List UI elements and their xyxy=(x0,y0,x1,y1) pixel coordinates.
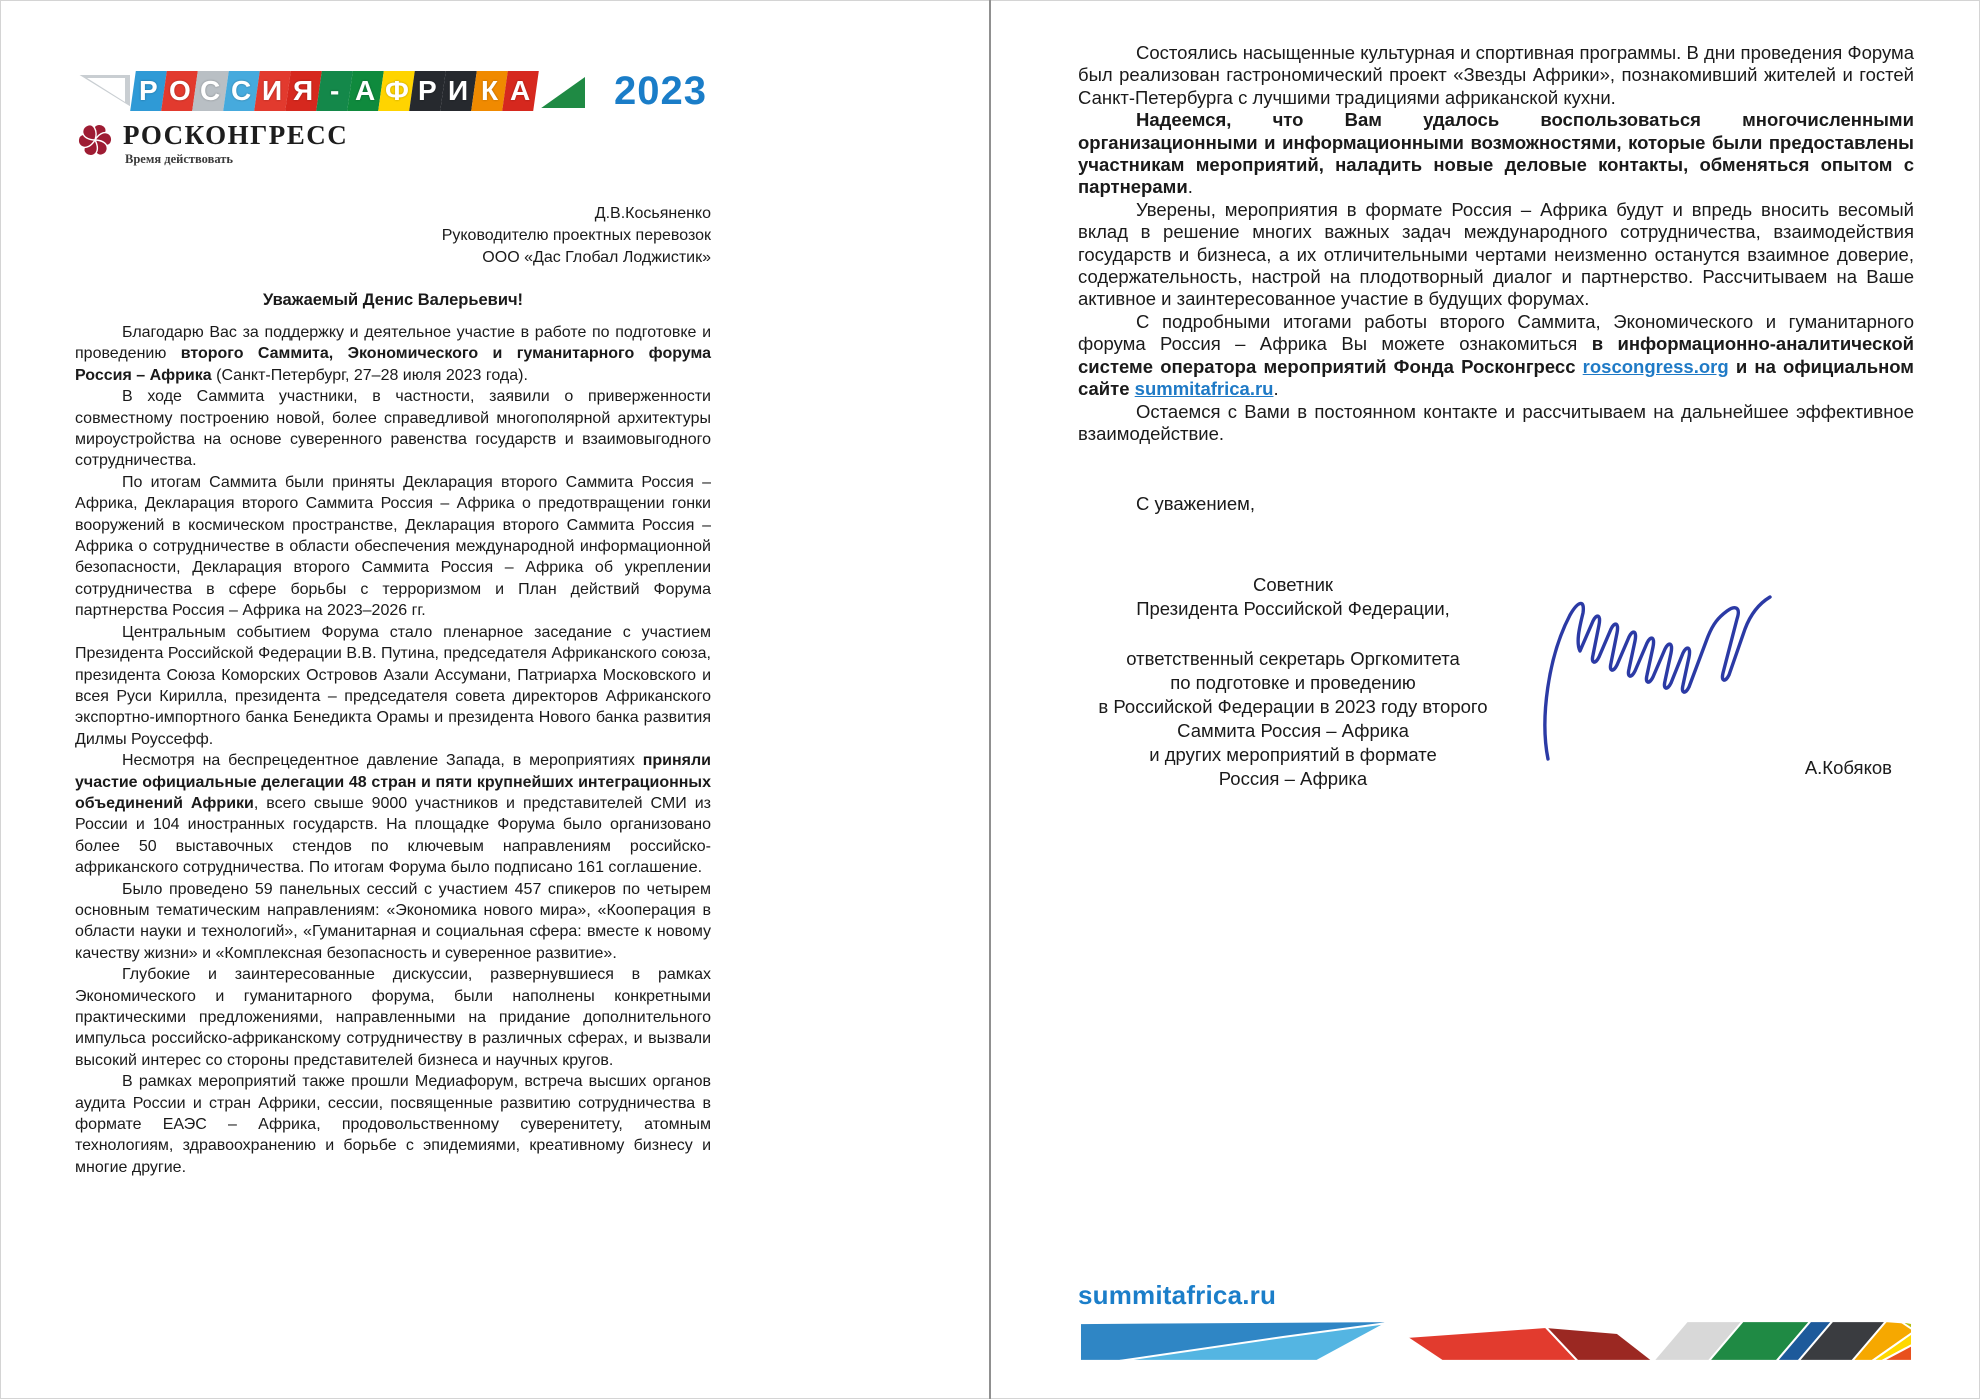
roscongress-logo xyxy=(75,120,711,167)
text-line: ООО «Дас Глобал Лоджистик» xyxy=(482,249,711,266)
footer-site-link[interactable]: summitafrica.ru xyxy=(1078,1280,1277,1310)
logo-letter: С xyxy=(192,71,229,111)
logo-letter: С xyxy=(223,71,260,111)
text-segment: Глубокие и заинтересованные дискуссии, развернувшиеся в рамках Экономического и гуманитарного форума, были наполнены конкретными практическими предложениями, направленными на придание дополнительного импульса российско-африканскому сотрудничеству в различных сферах, и вызвали высокий интерес со стороны представителей бизнеса и научных кругов. xyxy=(75,966,711,1069)
logo-letter: А xyxy=(347,71,384,111)
text-segment: Несмотря на беспрецедентное давление Запада, в мероприятиях xyxy=(122,752,643,770)
text-segment: Состоялись насыщенные культурная и спортивная программы. В дни проведения Форума был реализован гастрономический проект «Звезды Африки», познакомивший жителей и гостей Санкт-Петербурга с лучшими традициями африканской кухни. xyxy=(1078,42,1914,108)
logo-letter: И xyxy=(440,71,477,111)
text-segment: С подробными итогами работы второго Саммита, Экономического и гуманитарного форума Россия – Африка Вы можете ознакомиться xyxy=(1078,310,1914,355)
text-line: по подготовке и проведению xyxy=(1170,672,1416,694)
logo-letter: О xyxy=(161,71,198,111)
text-segment: В рамках мероприятий также прошли Медиафорум, встреча высших органов аудита России и стран Африки, сессии, посвященные развитию сотрудничества в формате ЕАЭС – Африка, продовольственному суверенитету, атомным технологиям, здравоохранению и борьбе с эпидемиями, креативному бизнесу и многие другие. xyxy=(75,1073,711,1176)
letter-body-page-1 xyxy=(75,322,711,1178)
text-segment: , всего свыше 9000 участников и представителей СМИ из России и 104 иностранных государств. На площадке Форума было организовано более 50 выставочных стендов по ключевым направлениям российско-африканского сотрудничества. По итогам Форума было подписано 161 соглашение. xyxy=(75,794,711,877)
paragraph xyxy=(1078,42,1914,109)
page-divider xyxy=(989,0,991,1399)
text-line: ответственный секретарь Оргкомитета xyxy=(1126,648,1460,670)
closing-line: С уважением, xyxy=(1136,493,1256,515)
logo-letter: Р xyxy=(130,71,167,111)
logo-letter: А xyxy=(502,71,539,111)
paragraph xyxy=(75,322,711,386)
text-segment: (Санкт-Петербург, 27–28 июля 2023 года). xyxy=(211,366,528,384)
roscongress-brand: РОСКОНГРЕСС xyxy=(123,120,349,150)
paragraph xyxy=(1078,109,1914,199)
page-2 xyxy=(1078,0,1914,1399)
text-line: Россия – Африка xyxy=(1218,768,1368,790)
paragraph xyxy=(1078,199,1914,311)
paragraph xyxy=(75,386,711,472)
logo-year: 2023 xyxy=(614,68,707,113)
logo-arrow-icon xyxy=(75,71,133,111)
paragraph xyxy=(75,750,711,878)
logo-letter: И xyxy=(254,71,291,111)
letter-body-page-2 xyxy=(1078,0,1914,445)
text-line: Советник xyxy=(1252,574,1334,596)
text-segment: приняли участие официальные делегации 48 стран и пяти крупнейших интеграционных объединений Африки xyxy=(75,752,711,812)
salutation: Уважаемый Денис Валерьевич! xyxy=(262,291,524,309)
text-segment: и на официальном сайте xyxy=(1078,355,1914,400)
text-segment: Было проведено 59 панельных сессий с участием 457 спикеров по четырем основным тематическим направлениям: «Экономика нового мира», «Кооперация в области науки и технологий», «Гуманитарная и социальная сфера: вместе к новому качеству жизни» и «Комплексная безопасность и суверенное развитие». xyxy=(75,880,711,962)
paragraph xyxy=(75,622,711,750)
text-segment: в информационно-аналитической системе оператора мероприятий Фонда Росконгресс xyxy=(1078,333,1914,377)
logo-letter: Ф xyxy=(378,71,415,111)
paragraph xyxy=(1078,401,1914,446)
text-segment: В ходе Саммита участники, в частности, заявили о приверженности совместному построению новой, более справедливой многополярной архитектуры мироустройства на основе суверенного равенства государств и взаимовыгодного сотрудничества. xyxy=(75,388,711,470)
recipient-block xyxy=(75,203,711,269)
logo-wordmark xyxy=(133,71,536,111)
logo-letter: - xyxy=(316,71,353,111)
text-segment: Остаемся с Вами в постоянном контакте и рассчитываем на дальнейшее эффективное взаимодействие. xyxy=(1078,400,1914,444)
signer-name: А.Кобяков xyxy=(1804,757,1892,779)
signer-title-block-1 xyxy=(1078,573,1508,621)
text-line: Руководителю проектных перевозок xyxy=(441,227,711,244)
text-line: Саммита Россия – Африка xyxy=(1177,720,1409,742)
roscongress-tagline: Время действовать xyxy=(125,152,234,166)
text-line: и других мероприятий в формате xyxy=(1149,744,1437,766)
paragraph xyxy=(75,879,711,965)
paragraph xyxy=(1078,311,1914,401)
russia-africa-logo xyxy=(75,70,711,112)
text-line: Президента Российской Федерации, xyxy=(1136,598,1450,620)
handwritten-signature xyxy=(1530,575,1800,765)
text-segment: Уверены, мероприятия в формате Россия – Африка будут и впредь вносить весомый вклад в решение многих важных задач международного сотрудничества, взаимодействия государств и бизнеса, а их отличительными чертами неизменно останутся взаимное доверие, содержательность, настрой на плодотворный диалог и партнерство. Рассчитываем на Ваше активное и заинтересованное участие в будущих форумах. xyxy=(1078,198,1914,310)
text-segment: второго Саммита, Экономического и гуманитарного форума Россия – Африка xyxy=(75,345,711,384)
text-segment: Надеемся, что Вам удалось воспользоваться многочисленными организационными и информационными возможностями, которые были предоставлены участникам мероприятий, наладить новые деловые контакты, обменяться опытом с партнерами xyxy=(1078,109,1914,198)
inline-link[interactable]: roscongress.org xyxy=(1582,355,1729,377)
inline-link[interactable]: summitafrica.ru xyxy=(1134,378,1274,400)
signature-area xyxy=(1078,545,1914,885)
logo-letter: К xyxy=(471,71,508,111)
logo-letter: Я xyxy=(285,71,322,111)
paragraph xyxy=(75,472,711,622)
footer-stripe xyxy=(1078,1320,1914,1362)
page-1 xyxy=(75,0,711,1178)
paragraph xyxy=(75,964,711,1071)
text-segment: По итогам Саммита были приняты Декларация второго Саммита Россия – Африка, Декларация второго Саммита Россия – Африка о предотвращении гонки вооружений в космическом пространстве, Декларация второго Саммита Россия – Африка о сотрудничестве в области обеспечения международной информационной безопасности, Декларация второго Саммита Россия – Африка об укреплении сотрудничества в сфере борьбы с терроризмом и План действий Форума партнерства Россия – Африка на 2023–2026 гг. xyxy=(75,473,711,620)
logo-triangle-icon xyxy=(536,71,588,111)
paragraph xyxy=(75,1071,711,1178)
text-segment: Благодарю Вас за поддержку и деятельное участие в работе по подготовке и проведению xyxy=(75,324,711,363)
text-line: Д.В.Косьяненко xyxy=(594,205,711,222)
signer-title-block-2 xyxy=(1078,647,1508,791)
text-segment: . xyxy=(1273,378,1279,400)
text-segment: . xyxy=(1187,176,1193,198)
text-segment: Центральным событием Форума стало пленарное заседание с участием Президента Российской Федерации В.В. Путина, председателя Африканского союза, президента Союза Коморских Островов Азали Ассумани, Патриарха Московского и всея Руси Кирилла, президента – председателя совета директоров Африканского экспортно-импортного банка Бенедикта Орамы и президента Нового банка развития Дилмы Роуссефф. xyxy=(75,623,711,748)
roscongress-pinwheel-icon xyxy=(75,120,115,160)
logo-letter: Р xyxy=(409,71,446,111)
text-line: в Российской Федерации в 2023 году второго xyxy=(1098,696,1488,718)
